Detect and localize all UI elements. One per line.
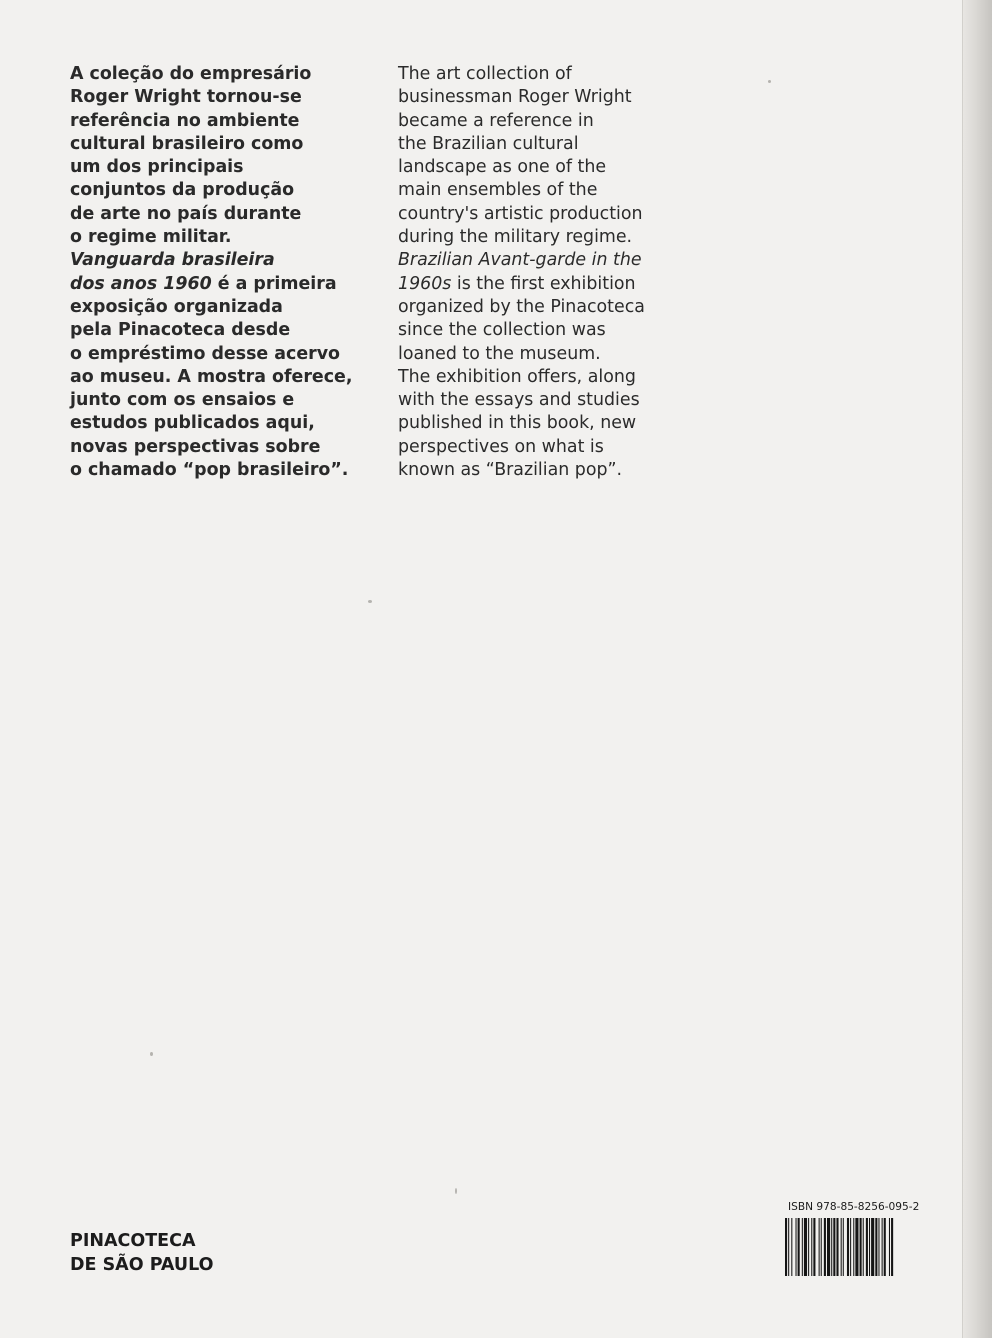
english-text-run: businessman Roger Wright xyxy=(398,87,632,108)
barcode-icon xyxy=(784,1218,954,1276)
english-text-run: Brazilian Avant-garde in the xyxy=(398,250,642,271)
portuguese-text-run: Roger Wright tornou-se xyxy=(70,87,302,108)
english-text-run: main ensembles of the xyxy=(398,180,598,201)
barcode-bar xyxy=(847,1218,849,1276)
barcode-bar xyxy=(850,1218,851,1276)
english-line xyxy=(398,156,645,179)
portuguese-line xyxy=(70,156,352,179)
portuguese-text-run: de arte no país durante xyxy=(70,203,302,224)
barcode-bar xyxy=(884,1218,886,1276)
portuguese-line xyxy=(70,436,352,459)
portuguese-line xyxy=(70,366,352,389)
portuguese-text-run: exposição organizada xyxy=(70,296,283,317)
english-line xyxy=(398,459,645,482)
barcode-bar xyxy=(871,1218,874,1276)
barcode-bar xyxy=(798,1218,800,1276)
english-line xyxy=(398,63,645,86)
paper-speck xyxy=(455,1188,457,1194)
english-text-run: with the essays and studies xyxy=(398,390,640,411)
english-text-run: country's artistic production xyxy=(398,203,643,224)
portuguese-text-run: cultural brasileiro como xyxy=(70,133,304,154)
barcode-bar xyxy=(802,1218,803,1276)
publisher-line-1: PINACOTECA xyxy=(70,1231,196,1251)
english-line xyxy=(398,273,645,296)
english-line xyxy=(398,179,645,202)
barcode-bar xyxy=(808,1218,809,1276)
english-line xyxy=(398,249,645,272)
portuguese-text-run: A coleção do empresário xyxy=(70,64,312,84)
portuguese-text-run: o chamado “pop brasileiro”. xyxy=(70,460,349,481)
english-text-column xyxy=(398,63,645,482)
portuguese-line xyxy=(70,226,352,249)
portuguese-line xyxy=(70,179,352,202)
english-text-run: perspectives on what is xyxy=(398,436,604,457)
english-text-run: organized by the Pinacoteca xyxy=(398,296,645,317)
portuguese-line xyxy=(70,296,352,319)
english-line xyxy=(398,319,645,342)
barcode-bar xyxy=(878,1218,879,1276)
english-text-run: since the collection was xyxy=(398,320,606,341)
english-line xyxy=(398,366,645,389)
barcode-bar xyxy=(889,1218,890,1276)
english-line xyxy=(398,436,645,459)
english-line xyxy=(398,343,645,366)
english-line xyxy=(398,226,645,249)
barcode-bar xyxy=(891,1218,893,1276)
barcode-bar xyxy=(860,1218,862,1276)
english-line xyxy=(398,389,645,412)
barcode-bar xyxy=(875,1218,877,1276)
english-text-run: The exhibition offers, along xyxy=(398,366,636,387)
barcode-bar xyxy=(855,1218,858,1276)
page-edge xyxy=(962,0,992,1338)
portuguese-line xyxy=(70,273,352,296)
barcode-bar xyxy=(819,1218,820,1276)
paper-speck xyxy=(368,600,372,603)
portuguese-line xyxy=(70,319,352,342)
barcode-bar xyxy=(785,1218,787,1276)
publisher-name xyxy=(70,1230,214,1277)
english-line xyxy=(398,296,645,319)
barcode-bar xyxy=(882,1218,883,1276)
english-line xyxy=(398,133,645,156)
isbn-label: ISBN 978-85-8256-095-2 xyxy=(788,1201,920,1213)
english-text-run: is the first exhibition xyxy=(451,273,636,294)
barcode-bar xyxy=(841,1218,842,1276)
barcode-bar xyxy=(853,1218,854,1276)
portuguese-line xyxy=(70,63,352,86)
barcode-bar xyxy=(813,1218,815,1276)
portuguese-text-run: um dos principais xyxy=(70,157,244,178)
portuguese-line xyxy=(70,249,352,272)
portuguese-text-column xyxy=(70,63,352,482)
portuguese-line xyxy=(70,459,352,482)
barcode-bar xyxy=(821,1218,822,1276)
english-text-run: became a reference in xyxy=(398,110,594,131)
english-text-run: known as “Brazilian pop”. xyxy=(398,460,623,481)
english-text-run: loaned to the museum. xyxy=(398,343,601,364)
portuguese-text-run: referência no ambiente xyxy=(70,110,300,131)
portuguese-text-run: estudos publicados aqui, xyxy=(70,413,315,434)
english-text-run: during the military regime. xyxy=(398,227,633,248)
portuguese-line xyxy=(70,412,352,435)
barcode-bar xyxy=(863,1218,864,1276)
barcode-bar xyxy=(843,1218,844,1276)
english-text-run: the Brazilian cultural xyxy=(398,133,579,154)
portuguese-line xyxy=(70,110,352,133)
portuguese-text-run: é a primeira xyxy=(211,273,337,294)
barcode-bar xyxy=(833,1218,835,1276)
portuguese-line xyxy=(70,343,352,366)
barcode-bar xyxy=(824,1218,826,1276)
english-line xyxy=(398,412,645,435)
english-line xyxy=(398,203,645,226)
portuguese-text-run: ao museu. A mostra oferece, xyxy=(70,366,353,387)
english-line xyxy=(398,86,645,109)
paper-speck xyxy=(150,1052,153,1056)
portuguese-text-run: conjuntos da produção xyxy=(70,180,295,201)
portuguese-text-run: o regime militar. xyxy=(70,227,232,248)
portuguese-text-run: pela Pinacoteca desde xyxy=(70,320,291,341)
english-text-run: The art collection of xyxy=(398,64,572,84)
barcode-bar xyxy=(869,1218,870,1276)
barcode-bar xyxy=(791,1218,792,1276)
english-text-run: landscape as one of the xyxy=(398,157,607,178)
barcode-bar xyxy=(788,1218,789,1276)
barcode-bar xyxy=(827,1218,830,1276)
publisher-line-2: DE SÃO PAULO xyxy=(70,1254,214,1275)
portuguese-text-run: Vanguarda brasileira xyxy=(70,250,275,271)
english-text-run: published in this book, new xyxy=(398,413,637,434)
portuguese-text-run: junto com os ensaios e xyxy=(70,390,295,411)
portuguese-text-run: novas perspectivas sobre xyxy=(70,436,321,457)
paper-speck xyxy=(768,80,771,83)
barcode-bar xyxy=(836,1218,838,1276)
portuguese-line xyxy=(70,86,352,109)
portuguese-line xyxy=(70,133,352,156)
portuguese-line xyxy=(70,389,352,412)
barcode-bar xyxy=(866,1218,868,1276)
barcode-bar xyxy=(796,1218,797,1276)
barcode-bar xyxy=(831,1218,832,1276)
english-line xyxy=(398,110,645,133)
portuguese-text-run: o empréstimo desse acervo xyxy=(70,343,340,364)
portuguese-text-run: dos anos 1960 xyxy=(70,273,212,294)
english-text-run: 1960s xyxy=(398,273,452,294)
portuguese-line xyxy=(70,203,352,226)
barcode-bar xyxy=(804,1218,807,1276)
barcode-bar xyxy=(811,1218,812,1276)
